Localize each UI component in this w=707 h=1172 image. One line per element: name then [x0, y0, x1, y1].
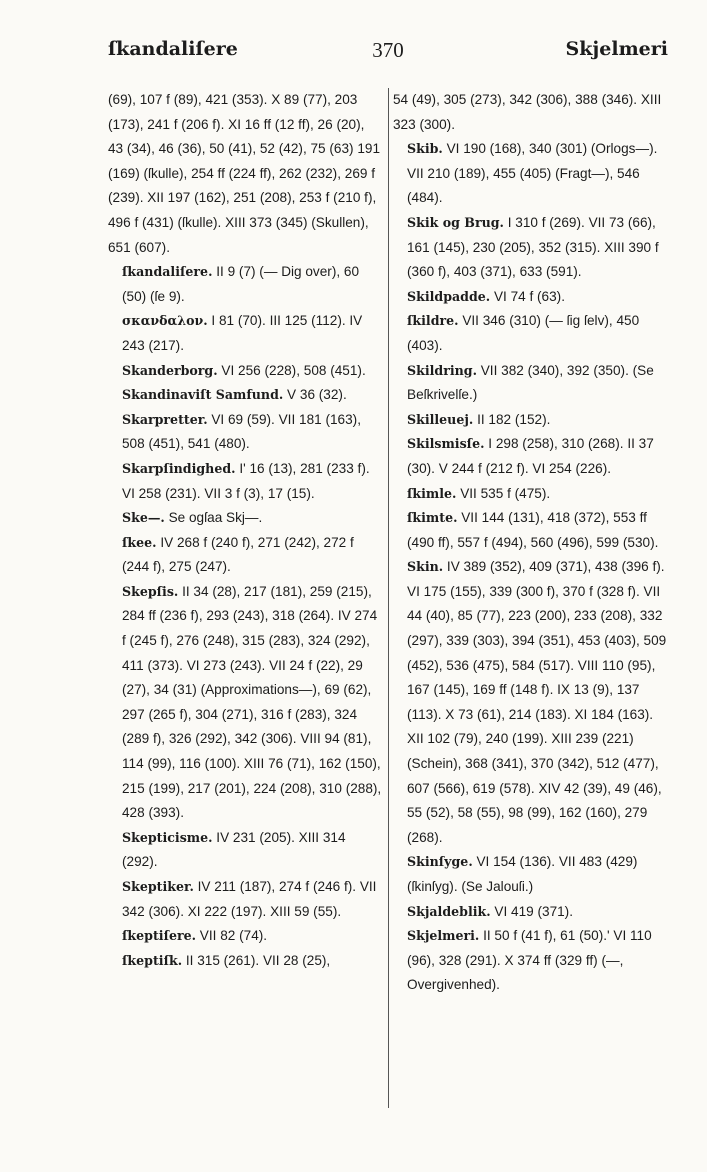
entry-headword: Skinſyge. — [407, 854, 473, 870]
index-entry — [393, 309, 667, 358]
running-head — [108, 38, 668, 64]
entry-headword: Skjelmeri. — [407, 928, 480, 944]
entry-headword: ſkee. — [122, 534, 157, 550]
index-entry — [393, 88, 667, 137]
entry-headword: ſkeptiſere. — [122, 928, 197, 944]
entry-references: VII 144 (131), 418 (372), 553 ff (490 ff), 557 f (494), 560 (496), 599 (530). — [407, 510, 659, 550]
entry-references: VII 346 (310) (— ſig ſelv), 450 (403). — [407, 313, 640, 353]
entry-references: I 298 (258), 310 (268). II 37 (30). V 244 f (212 f). VI 254 (226). — [407, 436, 654, 476]
index-entry — [393, 900, 667, 925]
index-entry — [393, 506, 667, 555]
entry-references: VI 256 (228), 508 (451). — [217, 362, 366, 378]
entry-headword: Skepſis. — [122, 583, 179, 599]
entry-headword: Skildpadde. — [407, 288, 491, 304]
entry-references: IV 389 (352), 409 (371), 438 (396 f). VI 175 (155), 339 (300 f), 370 f (328 f). VII 44 (40), 85 (77), 223 (200), 233 (208), 332 (297), 339 (303), 394 (351), 453 (403), 509 (452), 536 (475), 584 (517). VIII 110 (95), 167 (145), 169 ff (148 f). IX 13 (9), 137 (113). X 73 (61), 214 (183). XI 184 (163). XII 102 (79), 240 (199). XIII 239 (221) (Schein), 368 (341), 370 (342), 512 (477), 607 (566), 619 (578). XIV 42 (39), 49 (46), 55 (52), 58 (55), 98 (99), 162 (160), 279 (268). — [407, 559, 667, 845]
entry-references: I' 16 (13), 281 (233 f). VI 258 (231). VII 3 f (3), 17 (15). — [122, 460, 370, 501]
header-right-catchword: Skjelmeri — [565, 38, 668, 60]
index-entry — [393, 211, 667, 285]
index-entry — [393, 482, 667, 507]
index-entry — [108, 408, 382, 457]
entry-headword: ſkimte. — [407, 510, 458, 526]
index-entry — [108, 309, 382, 358]
entry-references: II 50 f (41 f), 61 (50).' VI 110 (96), 328 (291). X 374 ff (329 ff) (—, Overgivenhed). — [407, 928, 652, 993]
entry-headword: Skin. — [407, 559, 444, 575]
index-entry — [108, 875, 382, 924]
entry-references: IV 231 (205). XIII 314 (292). — [122, 829, 346, 870]
entry-references: VII 82 (74). — [196, 928, 268, 944]
index-entry — [108, 826, 382, 875]
entry-headword: Skjaldeblik. — [407, 903, 491, 919]
entry-headword: Skepticisme. — [122, 829, 213, 845]
index-entry — [108, 531, 382, 580]
entry-headword: ſkeptiſk. — [122, 952, 183, 968]
left-column — [108, 88, 382, 1148]
entry-headword: Skilleuej. — [407, 411, 474, 427]
entry-references: II 9 (7) (— Dig over), 60 (50) (ſe 9). — [122, 264, 360, 304]
index-entry — [393, 924, 667, 998]
right-column — [393, 88, 667, 1148]
entry-references: IV 211 (187), 274 f (246 f). VII 342 (306). XI 222 (197). XIII 59 (55). — [122, 879, 377, 919]
index-entry — [108, 506, 382, 531]
entry-references: V 36 (32). — [283, 387, 347, 403]
index-entry — [108, 383, 382, 408]
index-entry — [393, 408, 667, 433]
entry-references: II 34 (28), 217 (181), 259 (215), 284 ff (236 f), 293 (243), 318 (264). IV 274 f (245 f), 276 (248), 315 (283), 324 (292), 411 (373). VI 273 (243). VII 24 f (22), 29 (27), 34 (31) (Approximations—), 69 (62), 297 (265 f), 304 (271), 316 f (283), 324 (289 f), 326 (292), 342 (306). VIII 94 (81), 114 (99), 116 (100). XIII 76 (71), 162 (150), 215 (199), 217 (201), 224 (208), 310 (288), 428 (393). — [122, 583, 382, 821]
entry-references: VII 535 f (475). — [456, 485, 551, 501]
entry-references: VI 419 (371). — [490, 903, 573, 919]
entry-headword: ſkildre. — [407, 313, 459, 329]
entry-references: 54 (49), 305 (273), 342 (306), 388 (346). XIII 323 (300). — [393, 92, 662, 132]
entry-references: Se ogſaa Skj—. — [164, 510, 263, 526]
column-divider — [388, 88, 389, 1108]
index-entry — [108, 260, 382, 309]
index-columns — [108, 88, 678, 1158]
page-number: 370 — [372, 38, 404, 62]
header-left-catchword: ſkandaliſere — [108, 38, 238, 60]
entry-headword: Skik og Brug. — [407, 214, 504, 230]
entry-headword: Skanderborg. — [122, 362, 218, 378]
index-entry — [108, 580, 382, 826]
index-entry — [393, 285, 667, 310]
index-entry — [393, 555, 667, 850]
entry-headword: Skarpſindighed. — [122, 460, 236, 476]
entry-headword: ſkandaliſere. — [122, 264, 213, 280]
index-entry — [108, 457, 382, 506]
entry-references: VI 154 (136). VII 483 (429) (ſkinſyg). (Se Jalouſi.) — [407, 854, 638, 894]
entry-headword: Skildring. — [407, 362, 477, 378]
entry-headword: Skandinaviſt Samfund. — [122, 387, 284, 403]
entry-headword: Ske—. — [122, 510, 165, 526]
entry-headword: Skib. — [407, 141, 443, 157]
entry-references: VI 74 f (63). — [490, 288, 565, 304]
entry-headword: Skarpretter. — [122, 411, 208, 427]
entry-references: I 81 (70). III 125 (112). IV 243 (217). — [122, 313, 363, 353]
entry-headword: Skilsmisſe. — [407, 436, 485, 452]
entry-references: II 315 (261). VII 28 (25), — [182, 952, 331, 968]
index-entry — [393, 850, 667, 899]
entry-references: IV 268 f (240 f), 271 (242), 272 f (244 f), 275 (247). — [122, 534, 354, 575]
index-entry — [108, 88, 382, 260]
entry-headword: σκανδαλον. — [122, 313, 208, 329]
index-entry — [108, 359, 382, 384]
entry-references: (69), 107 f (89), 421 (353). X 89 (77), 203 (173), 241 f (206 f). XI 16 ff (12 ff), 26 (20), 43 (34), 46 (36), 50 (41), 52 (42), 75 (63) 191 (169) (ſkulle), 254 ff (224 ff), 262 (232), 269 f (239). XII 197 (162), 251 (208), 253 f (210 f), 496 f (431) (ſkulle). XIII 373 (345) (Skullen), 651 (607). — [108, 92, 381, 255]
entry-references: I 310 f (269). VII 73 (66), 161 (145), 230 (205), 352 (315). XIII 390 f (360 f), 403 (371), 633 (591). — [407, 214, 659, 280]
index-entry — [108, 924, 382, 949]
entry-references: VII 382 (340), 392 (350). (Se Beſkrivelſe.) — [407, 362, 654, 403]
entry-references: VI 190 (168), 340 (301) (Orlogs—). VII 210 (189), 455 (405) (Fragt—), 546 (484). — [407, 141, 658, 206]
entry-references: VI 69 (59). VII 181 (163), 508 (451), 541 (480). — [122, 411, 361, 452]
entry-headword: Skeptiker. — [122, 879, 194, 894]
entry-references: II 182 (152). — [473, 411, 551, 427]
index-entry — [393, 359, 667, 408]
entry-headword: ſkimle. — [407, 485, 457, 501]
index-entry — [393, 137, 667, 211]
index-entry — [393, 432, 667, 481]
index-entry — [108, 949, 382, 974]
